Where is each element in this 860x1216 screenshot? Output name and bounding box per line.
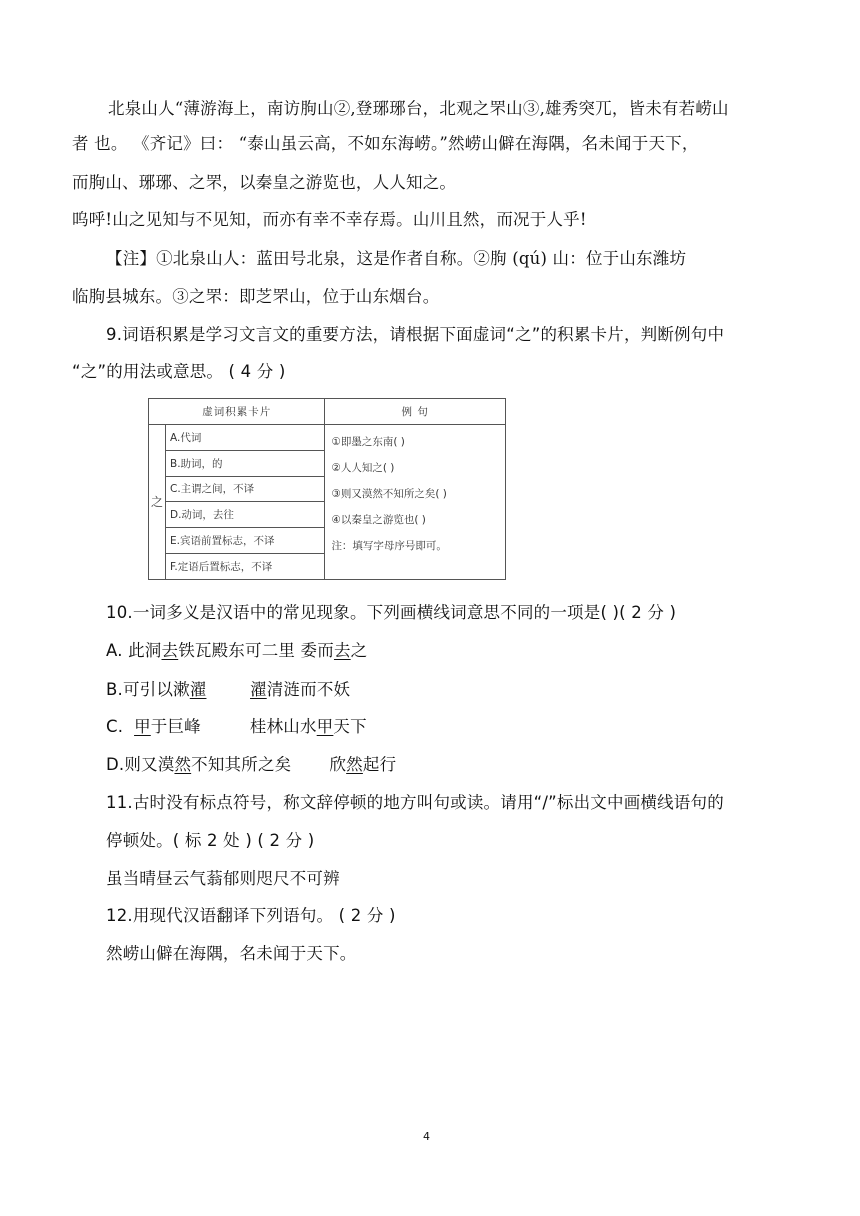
option-d-underlined-1: 然 <box>174 755 192 774</box>
question-12-sentence: 然崂山僻在海隅，名未闻于天下。 <box>106 944 357 963</box>
note-line-2: 临朐县城东。③之罘：即芝罘山，位于山东烟台。 <box>72 287 440 306</box>
option-c-underlined-1: 甲 <box>134 717 151 736</box>
card-example-3: ③则又漠然不知所之矣( ) <box>331 487 447 500</box>
card-option-e: E.宾语前置标志，不译 <box>166 528 325 554</box>
option-a-text-1: A. 此洞 <box>106 641 162 660</box>
card-header-right: 例 句 <box>325 399 506 425</box>
question-10-option-b <box>106 679 350 701</box>
card-option-a: A.代词 <box>166 424 325 450</box>
card-header-left: 虚词积累卡片 <box>149 399 325 425</box>
option-b-text-3: 清涟而不妖 <box>266 680 351 699</box>
passage-line-1: 北泉山人“薄游海上，南访朐山②,登琊琊台，北观之罘山③,雄秀突兀，皆未有若崂山 <box>108 99 729 118</box>
option-c-underlined-2: 甲 <box>316 717 334 736</box>
option-c-text-1: C. <box>106 717 135 736</box>
card-option-b: B.助词，的 <box>166 450 325 476</box>
option-d-underlined-2: 然 <box>346 755 363 774</box>
question-12-stem: 12.用现代汉语翻译下列语句。 ( 2 分 ) <box>106 906 396 925</box>
question-10-stem: 10.一词多义是汉语中的常见现象。下列画横线词意思不同的一项是( )( 2 分 ) <box>106 603 677 622</box>
option-d-text-3: 起行 <box>362 755 397 774</box>
question-11-line-1: 11.古时没有标点符号，称文辞停顿的地方叫句或读。请用“/”标出文中画横线语句的 <box>106 793 724 812</box>
question-9-line-2: “之”的用法或意思。 ( 4 分 ) <box>72 362 286 381</box>
question-11-line-2: 停顿处。( 标 2 处 ) ( 2 分 ) <box>106 831 315 850</box>
card-option-c: C.主谓之间，不译 <box>166 476 325 502</box>
option-c-text-3: 天下 <box>333 717 367 736</box>
option-d-text-1: D.则又漠 <box>106 755 175 774</box>
question-9-line-1: 9.词语积累是学习文言文的重要方法，请根据下面虚词“之”的积累卡片，判断例句中 <box>106 325 725 344</box>
question-10-option-a <box>106 640 367 662</box>
question-10-option-c <box>106 716 367 738</box>
passage-line-2: 者 也。 《齐记》曰： “泰山虽云高，不如东海崂。”然崂山僻在海隅，名未闻于天下， <box>72 134 699 153</box>
card-example-1: ①即墨之东南( ) <box>331 435 405 448</box>
question-11-sentence: 虽当晴昼云气蓊郁则咫尺不可辨 <box>106 869 340 888</box>
card-example-note: 注：填写字母序号即可。 <box>331 539 447 552</box>
card-example-2: ②人人知之( ) <box>331 461 395 474</box>
card-word: 之 <box>149 424 166 579</box>
question-10-option-d <box>106 754 396 776</box>
option-a-underlined-1: 去 <box>161 641 179 660</box>
option-a-underlined-2: 去 <box>333 641 351 660</box>
function-word-card-table <box>148 398 506 580</box>
option-a-text-3: 之 <box>350 641 368 660</box>
option-b-text-2 <box>206 680 250 699</box>
option-c-text-2: 于巨峰 桂林山水 <box>150 717 317 736</box>
passage-paragraph-2: 呜呼!山之见知与不见知，而亦有幸不幸存焉。山川且然，而况于人乎! <box>72 210 587 229</box>
note-line-1: 【注】①北泉山人：蓝田号北泉，这是作者自称。②朐 (qú) 山：位于山东潍坊 <box>106 249 687 268</box>
option-a-text-2: 铁瓦殿东可二里 委而 <box>178 641 334 660</box>
option-b-text-1: B.可引以漱 <box>106 680 190 699</box>
page-number: 4 <box>423 1130 430 1143</box>
option-d-text-2: 不知其所之矣 欣 <box>191 755 347 774</box>
card-option-f: F.定语后置标志，不译 <box>166 554 325 580</box>
card-examples <box>325 424 506 579</box>
card-option-d: D.动词，去往 <box>166 502 325 528</box>
card-example-4: ④以秦皇之游览也( ) <box>331 513 426 526</box>
option-b-underlined-2: 濯 <box>250 680 267 699</box>
option-b-underlined-1: 濯 <box>189 680 207 699</box>
passage-line-3: 而朐山、琊琊、之罘，以秦皇之游览也，人人知之。 <box>72 173 457 192</box>
